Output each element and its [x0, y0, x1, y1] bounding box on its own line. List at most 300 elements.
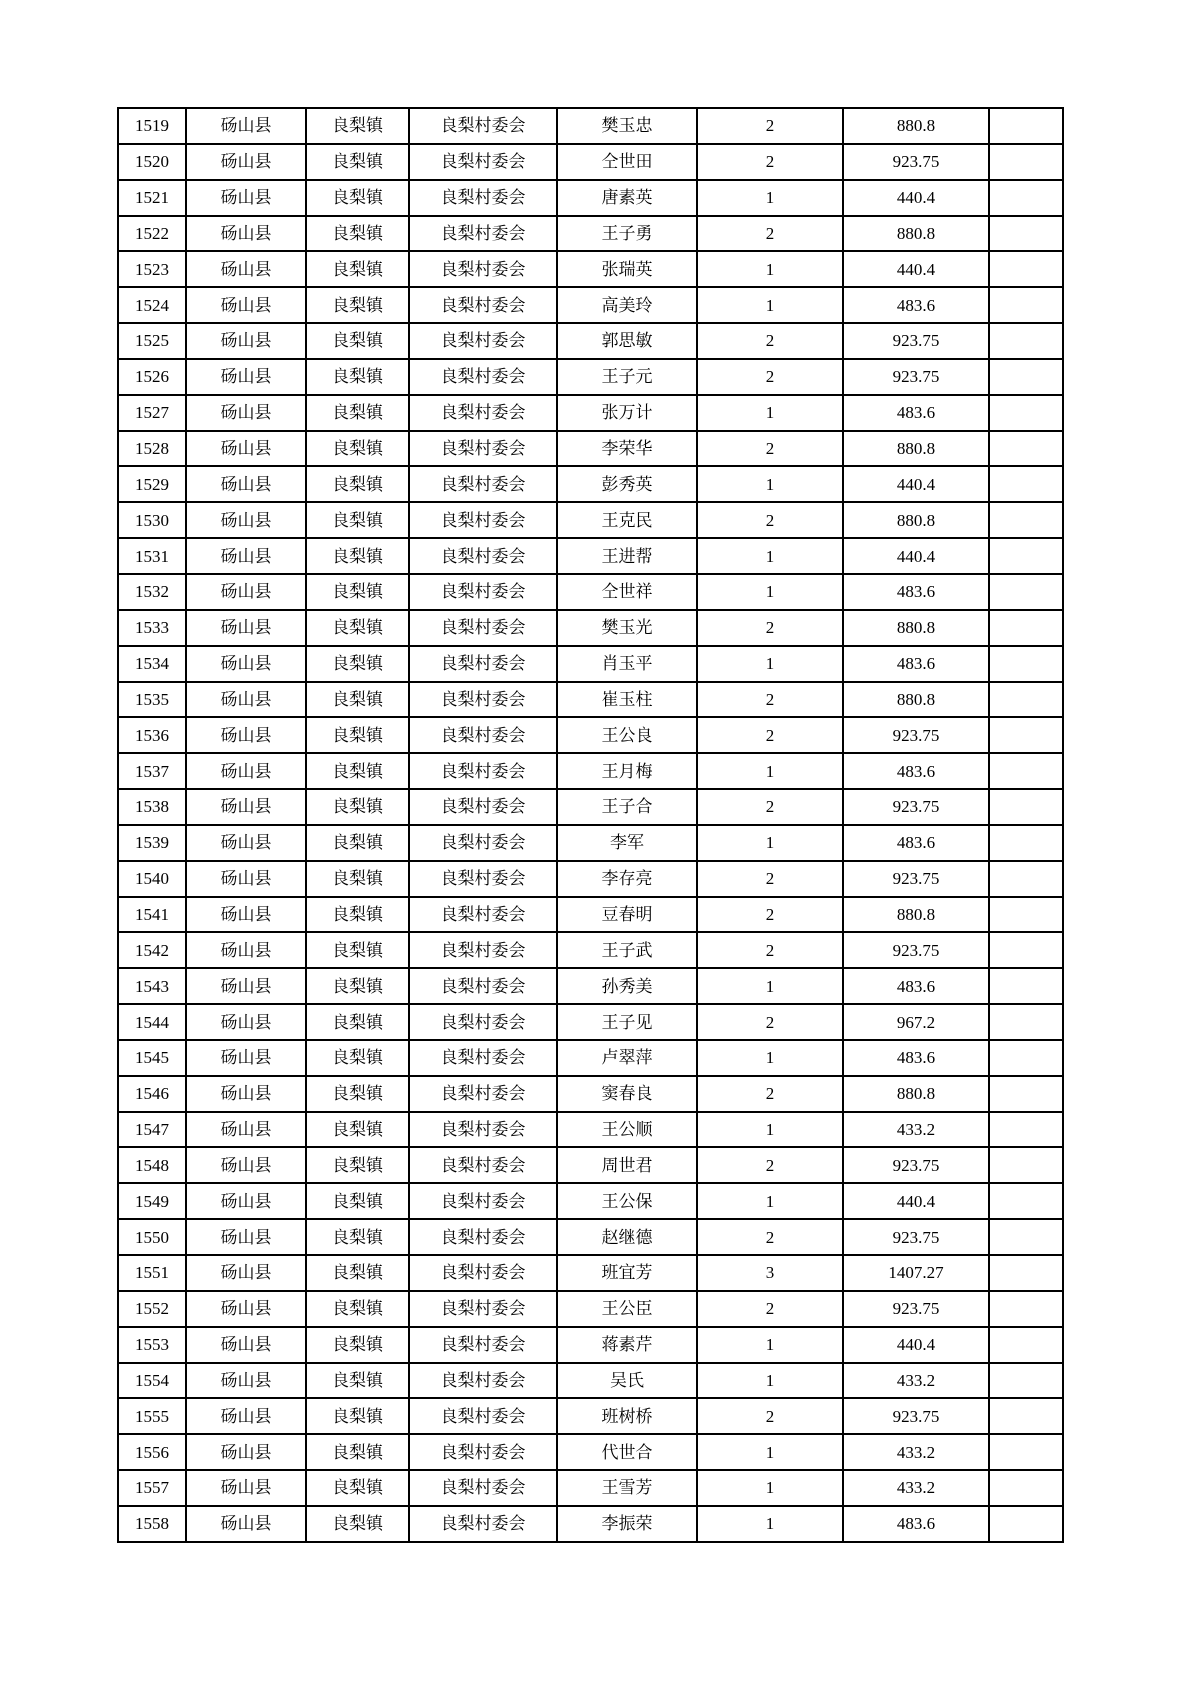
cell-blank: [989, 932, 1063, 968]
cell-count: 2: [697, 323, 843, 359]
cell-town: 良梨镇: [306, 753, 409, 789]
cell-seq: 1556: [118, 1434, 186, 1470]
cell-town: 良梨镇: [306, 682, 409, 718]
table-row: [118, 323, 1063, 359]
cell-village: 良梨村委会: [409, 144, 557, 180]
cell-name: 王公保: [557, 1183, 697, 1219]
cell-village: 良梨村委会: [409, 216, 557, 252]
cell-amount: 433.2: [843, 1112, 989, 1148]
cell-town: 良梨镇: [306, 932, 409, 968]
cell-village: 良梨村委会: [409, 1004, 557, 1040]
cell-county: 砀山县: [186, 466, 306, 502]
cell-count: 2: [697, 897, 843, 933]
cell-town: 良梨镇: [306, 466, 409, 502]
cell-amount: 483.6: [843, 753, 989, 789]
cell-name: 王雪芳: [557, 1470, 697, 1506]
cell-amount: 880.8: [843, 897, 989, 933]
cell-town: 良梨镇: [306, 216, 409, 252]
cell-name: 王公良: [557, 717, 697, 753]
cell-seq: 1521: [118, 180, 186, 216]
cell-seq: 1526: [118, 359, 186, 395]
table-row: [118, 1506, 1063, 1542]
cell-count: 1: [697, 1112, 843, 1148]
cell-amount: 880.8: [843, 216, 989, 252]
cell-village: 良梨村委会: [409, 323, 557, 359]
table-row: [118, 610, 1063, 646]
cell-amount: 483.6: [843, 825, 989, 861]
cell-count: 2: [697, 431, 843, 467]
cell-count: 1: [697, 1434, 843, 1470]
table-row: [118, 1040, 1063, 1076]
cell-count: 2: [697, 932, 843, 968]
table-row: [118, 1219, 1063, 1255]
cell-name: 肖玉平: [557, 646, 697, 682]
table-row: [118, 1434, 1063, 1470]
cell-blank: [989, 825, 1063, 861]
cell-seq: 1539: [118, 825, 186, 861]
table-row: [118, 108, 1063, 144]
cell-seq: 1522: [118, 216, 186, 252]
cell-blank: [989, 359, 1063, 395]
cell-seq: 1543: [118, 968, 186, 1004]
cell-village: 良梨村委会: [409, 574, 557, 610]
cell-amount: 923.75: [843, 1147, 989, 1183]
cell-count: 1: [697, 538, 843, 574]
cell-county: 砀山县: [186, 538, 306, 574]
cell-amount: 923.75: [843, 144, 989, 180]
cell-count: 2: [697, 1291, 843, 1327]
cell-name: 赵继德: [557, 1219, 697, 1255]
cell-count: 2: [697, 610, 843, 646]
table-row: [118, 968, 1063, 1004]
cell-name: 彭秀英: [557, 466, 697, 502]
cell-blank: [989, 717, 1063, 753]
cell-count: 1: [697, 1470, 843, 1506]
cell-village: 良梨村委会: [409, 502, 557, 538]
cell-name: 李荣华: [557, 431, 697, 467]
cell-amount: 440.4: [843, 1183, 989, 1219]
cell-blank: [989, 861, 1063, 897]
cell-county: 砀山县: [186, 861, 306, 897]
cell-count: 1: [697, 1327, 843, 1363]
cell-blank: [989, 1255, 1063, 1291]
cell-name: 吴氏: [557, 1363, 697, 1399]
cell-amount: 923.75: [843, 861, 989, 897]
cell-blank: [989, 538, 1063, 574]
cell-town: 良梨镇: [306, 717, 409, 753]
table-row: [118, 1291, 1063, 1327]
cell-village: 良梨村委会: [409, 1398, 557, 1434]
cell-town: 良梨镇: [306, 1147, 409, 1183]
table-row: [118, 932, 1063, 968]
cell-county: 砀山县: [186, 1040, 306, 1076]
table-row: [118, 1183, 1063, 1219]
cell-count: 1: [697, 646, 843, 682]
cell-village: 良梨村委会: [409, 395, 557, 431]
cell-county: 砀山县: [186, 753, 306, 789]
cell-county: 砀山县: [186, 395, 306, 431]
cell-count: 2: [697, 682, 843, 718]
cell-town: 良梨镇: [306, 861, 409, 897]
cell-town: 良梨镇: [306, 646, 409, 682]
cell-town: 良梨镇: [306, 538, 409, 574]
cell-county: 砀山县: [186, 1506, 306, 1542]
cell-village: 良梨村委会: [409, 717, 557, 753]
cell-amount: 440.4: [843, 180, 989, 216]
cell-amount: 483.6: [843, 287, 989, 323]
cell-name: 张万计: [557, 395, 697, 431]
cell-county: 砀山县: [186, 646, 306, 682]
cell-town: 良梨镇: [306, 1076, 409, 1112]
cell-seq: 1533: [118, 610, 186, 646]
cell-count: 1: [697, 574, 843, 610]
cell-village: 良梨村委会: [409, 1183, 557, 1219]
cell-village: 良梨村委会: [409, 1040, 557, 1076]
table-row: [118, 1076, 1063, 1112]
cell-town: 良梨镇: [306, 789, 409, 825]
cell-blank: [989, 574, 1063, 610]
cell-seq: 1535: [118, 682, 186, 718]
cell-town: 良梨镇: [306, 323, 409, 359]
table-row: [118, 1255, 1063, 1291]
cell-village: 良梨村委会: [409, 753, 557, 789]
cell-village: 良梨村委会: [409, 359, 557, 395]
cell-name: 仝世田: [557, 144, 697, 180]
cell-seq: 1523: [118, 251, 186, 287]
cell-town: 良梨镇: [306, 825, 409, 861]
table-row: [118, 574, 1063, 610]
cell-name: 王子合: [557, 789, 697, 825]
cell-seq: 1525: [118, 323, 186, 359]
cell-name: 周世君: [557, 1147, 697, 1183]
cell-seq: 1558: [118, 1506, 186, 1542]
cell-town: 良梨镇: [306, 1470, 409, 1506]
cell-village: 良梨村委会: [409, 251, 557, 287]
cell-village: 良梨村委会: [409, 466, 557, 502]
cell-amount: 967.2: [843, 1004, 989, 1040]
cell-amount: 923.75: [843, 1291, 989, 1327]
cell-name: 王公顺: [557, 1112, 697, 1148]
cell-village: 良梨村委会: [409, 538, 557, 574]
cell-county: 砀山县: [186, 216, 306, 252]
cell-seq: 1546: [118, 1076, 186, 1112]
cell-town: 良梨镇: [306, 610, 409, 646]
table-body: [118, 108, 1063, 1542]
cell-seq: 1530: [118, 502, 186, 538]
cell-name: 张瑞英: [557, 251, 697, 287]
cell-village: 良梨村委会: [409, 431, 557, 467]
cell-blank: [989, 502, 1063, 538]
cell-name: 李存亮: [557, 861, 697, 897]
cell-count: 3: [697, 1255, 843, 1291]
cell-village: 良梨村委会: [409, 1076, 557, 1112]
cell-blank: [989, 1470, 1063, 1506]
cell-village: 良梨村委会: [409, 932, 557, 968]
cell-count: 1: [697, 1183, 843, 1219]
cell-town: 良梨镇: [306, 1434, 409, 1470]
cell-name: 唐素英: [557, 180, 697, 216]
cell-town: 良梨镇: [306, 1112, 409, 1148]
cell-count: 1: [697, 1040, 843, 1076]
cell-county: 砀山县: [186, 1219, 306, 1255]
cell-county: 砀山县: [186, 1076, 306, 1112]
cell-amount: 880.8: [843, 502, 989, 538]
cell-count: 2: [697, 144, 843, 180]
cell-amount: 433.2: [843, 1470, 989, 1506]
cell-seq: 1537: [118, 753, 186, 789]
cell-blank: [989, 1004, 1063, 1040]
cell-blank: [989, 682, 1063, 718]
cell-blank: [989, 216, 1063, 252]
cell-amount: 923.75: [843, 1219, 989, 1255]
cell-name: 王子元: [557, 359, 697, 395]
cell-name: 樊玉光: [557, 610, 697, 646]
cell-county: 砀山县: [186, 682, 306, 718]
cell-county: 砀山县: [186, 1470, 306, 1506]
cell-amount: 923.75: [843, 789, 989, 825]
table-row: [118, 1470, 1063, 1506]
cell-amount: 923.75: [843, 717, 989, 753]
cell-seq: 1528: [118, 431, 186, 467]
cell-county: 砀山县: [186, 502, 306, 538]
cell-town: 良梨镇: [306, 1040, 409, 1076]
cell-amount: 440.4: [843, 251, 989, 287]
cell-blank: [989, 323, 1063, 359]
cell-village: 良梨村委会: [409, 1147, 557, 1183]
cell-seq: 1534: [118, 646, 186, 682]
cell-seq: 1555: [118, 1398, 186, 1434]
cell-amount: 923.75: [843, 323, 989, 359]
cell-town: 良梨镇: [306, 431, 409, 467]
cell-village: 良梨村委会: [409, 897, 557, 933]
cell-count: 1: [697, 395, 843, 431]
cell-county: 砀山县: [186, 1327, 306, 1363]
table-row: [118, 1327, 1063, 1363]
cell-county: 砀山县: [186, 359, 306, 395]
cell-county: 砀山县: [186, 323, 306, 359]
cell-name: 王子勇: [557, 216, 697, 252]
table-row: [118, 1004, 1063, 1040]
cell-county: 砀山县: [186, 897, 306, 933]
cell-name: 王克民: [557, 502, 697, 538]
cell-seq: 1545: [118, 1040, 186, 1076]
table-row: [118, 1363, 1063, 1399]
cell-amount: 880.8: [843, 1076, 989, 1112]
cell-amount: 440.4: [843, 1327, 989, 1363]
table-row: [118, 897, 1063, 933]
cell-county: 砀山县: [186, 1363, 306, 1399]
cell-county: 砀山县: [186, 610, 306, 646]
cell-seq: 1551: [118, 1255, 186, 1291]
cell-count: 2: [697, 502, 843, 538]
cell-seq: 1541: [118, 897, 186, 933]
cell-amount: 440.4: [843, 538, 989, 574]
cell-county: 砀山县: [186, 717, 306, 753]
cell-town: 良梨镇: [306, 968, 409, 1004]
cell-amount: 440.4: [843, 466, 989, 502]
cell-seq: 1550: [118, 1219, 186, 1255]
cell-village: 良梨村委会: [409, 1219, 557, 1255]
cell-amount: 483.6: [843, 1506, 989, 1542]
cell-blank: [989, 1434, 1063, 1470]
cell-village: 良梨村委会: [409, 108, 557, 144]
cell-blank: [989, 108, 1063, 144]
cell-blank: [989, 1112, 1063, 1148]
cell-village: 良梨村委会: [409, 825, 557, 861]
cell-blank: [989, 287, 1063, 323]
cell-count: 2: [697, 789, 843, 825]
cell-blank: [989, 395, 1063, 431]
table-row: [118, 502, 1063, 538]
cell-blank: [989, 897, 1063, 933]
cell-town: 良梨镇: [306, 1004, 409, 1040]
cell-count: 1: [697, 825, 843, 861]
table-row: [118, 431, 1063, 467]
table-row: [118, 395, 1063, 431]
cell-town: 良梨镇: [306, 287, 409, 323]
cell-seq: 1557: [118, 1470, 186, 1506]
cell-county: 砀山县: [186, 180, 306, 216]
cell-village: 良梨村委会: [409, 180, 557, 216]
cell-county: 砀山县: [186, 144, 306, 180]
table-row: [118, 466, 1063, 502]
cell-seq: 1519: [118, 108, 186, 144]
table-row: [118, 753, 1063, 789]
cell-village: 良梨村委会: [409, 646, 557, 682]
cell-blank: [989, 610, 1063, 646]
cell-name: 仝世祥: [557, 574, 697, 610]
cell-village: 良梨村委会: [409, 1327, 557, 1363]
cell-amount: 880.8: [843, 610, 989, 646]
table-row: [118, 717, 1063, 753]
cell-blank: [989, 1398, 1063, 1434]
cell-amount: 880.8: [843, 682, 989, 718]
cell-amount: 483.6: [843, 968, 989, 1004]
cell-county: 砀山县: [186, 287, 306, 323]
cell-village: 良梨村委会: [409, 861, 557, 897]
cell-county: 砀山县: [186, 1291, 306, 1327]
cell-county: 砀山县: [186, 251, 306, 287]
cell-count: 2: [697, 1219, 843, 1255]
cell-seq: 1531: [118, 538, 186, 574]
cell-count: 1: [697, 251, 843, 287]
cell-name: 班树桥: [557, 1398, 697, 1434]
cell-amount: 923.75: [843, 1398, 989, 1434]
cell-village: 良梨村委会: [409, 1363, 557, 1399]
cell-amount: 923.75: [843, 359, 989, 395]
subsidy-roster-table: [117, 107, 1064, 1543]
cell-count: 2: [697, 108, 843, 144]
cell-town: 良梨镇: [306, 1291, 409, 1327]
cell-name: 蒋素芹: [557, 1327, 697, 1363]
cell-village: 良梨村委会: [409, 1506, 557, 1542]
cell-county: 砀山县: [186, 1255, 306, 1291]
cell-count: 1: [697, 1363, 843, 1399]
cell-count: 2: [697, 1398, 843, 1434]
cell-village: 良梨村委会: [409, 1112, 557, 1148]
cell-amount: 880.8: [843, 108, 989, 144]
cell-name: 郭思敏: [557, 323, 697, 359]
cell-count: 1: [697, 968, 843, 1004]
table-row: [118, 682, 1063, 718]
table-row: [118, 180, 1063, 216]
table-row: [118, 789, 1063, 825]
cell-seq: 1549: [118, 1183, 186, 1219]
cell-seq: 1520: [118, 144, 186, 180]
cell-village: 良梨村委会: [409, 1255, 557, 1291]
cell-seq: 1542: [118, 932, 186, 968]
table-row: [118, 251, 1063, 287]
cell-county: 砀山县: [186, 932, 306, 968]
cell-seq: 1553: [118, 1327, 186, 1363]
cell-name: 班宜芳: [557, 1255, 697, 1291]
cell-amount: 923.75: [843, 932, 989, 968]
cell-name: 李军: [557, 825, 697, 861]
cell-blank: [989, 144, 1063, 180]
cell-blank: [989, 466, 1063, 502]
cell-town: 良梨镇: [306, 502, 409, 538]
cell-count: 2: [697, 1004, 843, 1040]
table-row: [118, 1398, 1063, 1434]
cell-village: 良梨村委会: [409, 789, 557, 825]
cell-name: 王公臣: [557, 1291, 697, 1327]
cell-county: 砀山县: [186, 1183, 306, 1219]
cell-county: 砀山县: [186, 968, 306, 1004]
cell-blank: [989, 1506, 1063, 1542]
cell-count: 1: [697, 287, 843, 323]
cell-amount: 483.6: [843, 1040, 989, 1076]
cell-seq: 1532: [118, 574, 186, 610]
cell-town: 良梨镇: [306, 395, 409, 431]
cell-blank: [989, 1363, 1063, 1399]
cell-blank: [989, 1219, 1063, 1255]
cell-count: 1: [697, 466, 843, 502]
table-row: [118, 538, 1063, 574]
cell-town: 良梨镇: [306, 108, 409, 144]
cell-village: 良梨村委会: [409, 610, 557, 646]
cell-seq: 1527: [118, 395, 186, 431]
cell-town: 良梨镇: [306, 1398, 409, 1434]
cell-amount: 880.8: [843, 431, 989, 467]
cell-name: 崔玉柱: [557, 682, 697, 718]
cell-count: 2: [697, 1076, 843, 1112]
cell-seq: 1536: [118, 717, 186, 753]
table-row: [118, 359, 1063, 395]
cell-blank: [989, 1291, 1063, 1327]
cell-seq: 1538: [118, 789, 186, 825]
cell-blank: [989, 1076, 1063, 1112]
cell-name: 王子武: [557, 932, 697, 968]
cell-name: 王进帮: [557, 538, 697, 574]
cell-town: 良梨镇: [306, 251, 409, 287]
cell-blank: [989, 789, 1063, 825]
cell-county: 砀山县: [186, 825, 306, 861]
cell-amount: 433.2: [843, 1434, 989, 1470]
cell-town: 良梨镇: [306, 1219, 409, 1255]
cell-seq: 1544: [118, 1004, 186, 1040]
cell-town: 良梨镇: [306, 1255, 409, 1291]
table-row: [118, 646, 1063, 682]
cell-blank: [989, 1183, 1063, 1219]
cell-town: 良梨镇: [306, 897, 409, 933]
cell-amount: 483.6: [843, 574, 989, 610]
cell-village: 良梨村委会: [409, 1434, 557, 1470]
cell-count: 2: [697, 359, 843, 395]
cell-village: 良梨村委会: [409, 1470, 557, 1506]
cell-name: 豆春明: [557, 897, 697, 933]
table-row: [118, 216, 1063, 252]
table-row: [118, 1112, 1063, 1148]
